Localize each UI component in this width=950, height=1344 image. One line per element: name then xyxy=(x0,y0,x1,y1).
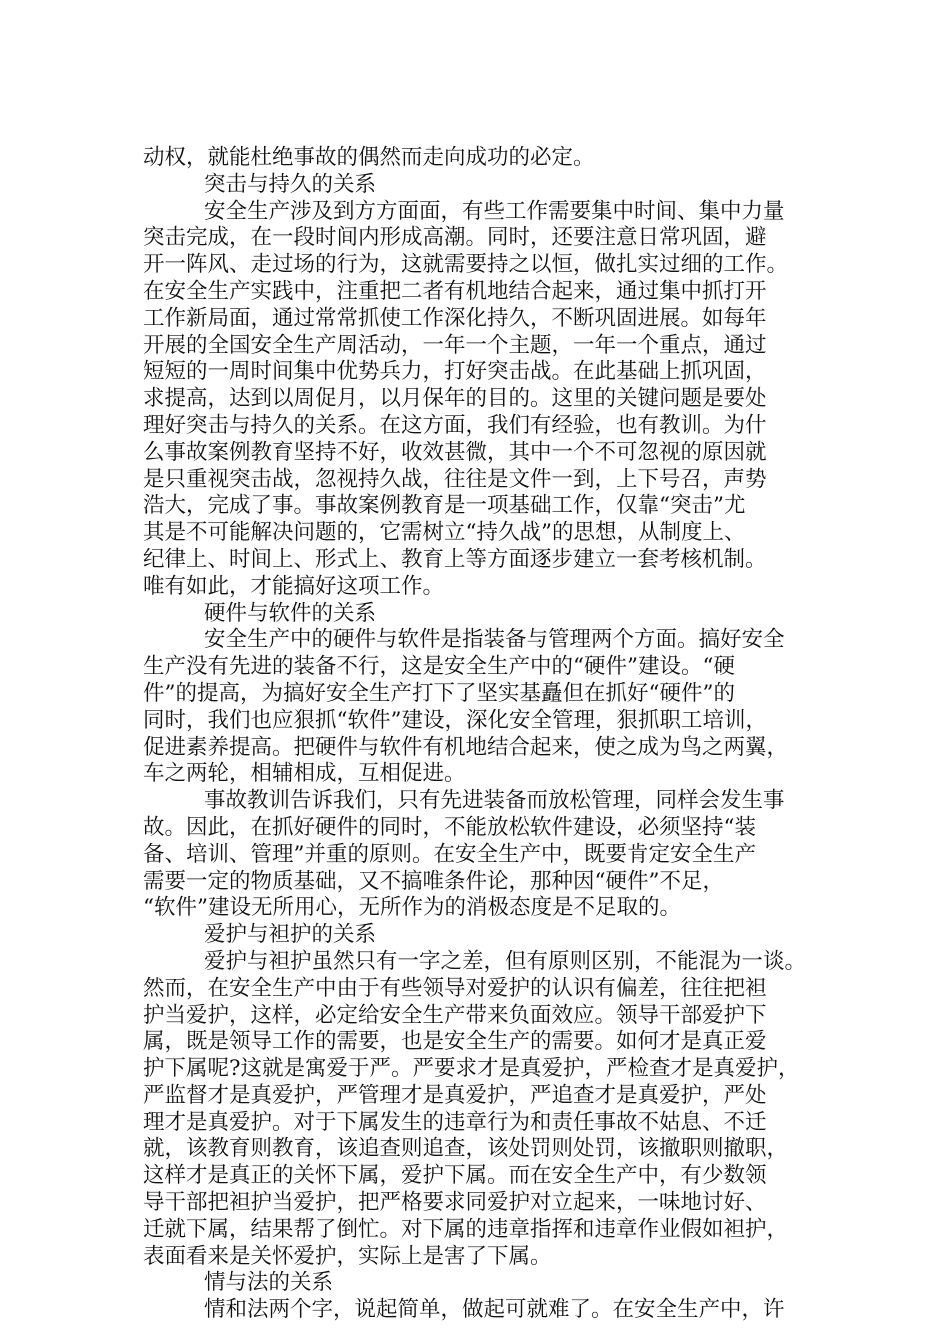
text-line: “软件”建设无所用心，无所作为的消极态度是不足取的。 xyxy=(143,895,681,921)
text-line: 其是不可能解决问题的，它需树立“持久战”的思想，从制度上、 xyxy=(143,520,746,546)
section-heading: 硬件与软件的关系 xyxy=(204,600,377,626)
text-line: 同时，我们也应狠抓“软件”建设，深化安全管理，狠抓职工培训， xyxy=(143,707,767,733)
text-line: 理好突击与持久的关系。在这方面，我们有经验，也有教训。为什 xyxy=(143,412,767,438)
text-line: 情和法两个字，说起简单，做起可就难了。在安全生产中，许 xyxy=(204,1297,785,1323)
text-line: 短短的一周时间集中优势兵力，打好突击战。在此基础上抓巩固， xyxy=(143,359,767,385)
text-line: 开一阵风、走过场的行为，这就需要持之以恒，做扎实过细的工作。 xyxy=(143,252,789,278)
section-heading: 爱护与袒护的关系 xyxy=(204,922,377,948)
text-line: 爱护与袒护虽然只有一字之差，但有原则区别，不能混为一谈。 xyxy=(204,948,807,974)
text-line: 促进素养提高。把硬件与软件有机地结合起来，使之成为鸟之两翼， xyxy=(143,734,789,760)
text-line: 需要一定的物质基础，又不搞唯条件论，那种因“硬件”不足， xyxy=(143,868,724,894)
text-line: 表面看来是关怀爱护，实际上是害了下属。 xyxy=(143,1243,552,1269)
text-line: 护当爱护，这样，必定给安全生产带来负面效应。领导干部爱护下 xyxy=(143,1002,767,1028)
text-line: 件”的提高，为搞好安全生产打下了坚实基矗但在抓好“硬件”的 xyxy=(143,680,735,706)
text-line: 安全生产涉及到方方面面，有些工作需要集中时间、集中力量 xyxy=(204,198,785,224)
text-line: 是只重视突击战，忽视持久战，往往是文件一到，上下号召，声势 xyxy=(143,466,767,492)
text-line: 护下属呢?这就是寓爱于严。严要求才是真爱护，严检查才是真爱护， xyxy=(143,1056,800,1082)
section-heading: 情与法的关系 xyxy=(204,1270,334,1296)
text-line: 生产没有先进的装备不行，这是安全生产中的“硬件”建设。“硬 xyxy=(143,654,735,680)
text-line: 么事故案例教育坚持不好，收效甚微，其中一个不可忽视的原因就 xyxy=(143,439,767,465)
text-line: 就，该教育则教育，该追查则追查，该处罚则处罚，该撤职则撤职， xyxy=(143,1136,789,1162)
text-line: 导干部把袒护当爱护，把严格要求同爱护对立起来，一味地讨好、 xyxy=(143,1190,767,1216)
text-line: 动权，就能杜绝事故的偶然而走向成功的必定。 xyxy=(143,145,595,170)
text-line: 工作新局面，通过常常抓使工作深化持久，不断巩固进展。如每年 xyxy=(143,305,767,331)
text-line: 备、培训、管理”并重的原则。在安全生产中，既要肯定安全生产 xyxy=(143,841,756,867)
text-line: 故。因此，在抓好硬件的同时，不能放松软件建设，必须坚持“装 xyxy=(143,814,756,840)
text-line: 这样才是真正的关怀下属，爱护下属。而在安全生产中，有少数领 xyxy=(143,1163,767,1189)
text-line: 事故教训告诉我们，只有先进装备而放松管理，同样会发生事 xyxy=(204,788,785,814)
text-line: 然而，在安全生产中由于有些领导对爱护的认识有偏差，往往把袒 xyxy=(143,975,767,1001)
section-heading: 突击与持久的关系 xyxy=(204,171,377,197)
text-line: 浩大，完成了事。事故案例教育是一项基础工作，仅靠“突击”尤 xyxy=(143,493,746,519)
text-line: 安全生产中的硬件与软件是指装备与管理两个方面。搞好安全 xyxy=(204,627,785,653)
text-line: 迁就下属，结果帮了倒忙。对下属的违章指挥和违章作业假如袒护， xyxy=(143,1216,789,1242)
text-line: 车之两轮，相辅相成，互相促进。 xyxy=(143,761,466,787)
text-line: 严监督才是真爱护，严管理才是真爱护，严追查才是真爱护，严处 xyxy=(143,1082,767,1108)
text-line: 理才是真爱护。对于下属发生的违章行为和责任事故不姑息、不迁 xyxy=(143,1109,767,1135)
text-line: 唯有如此，才能搞好这项工作。 xyxy=(143,573,445,599)
text-line: 属，既是领导工作的需要，也是安全生产的需要。如何才是真正爱 xyxy=(143,1029,767,1055)
text-line: 纪律上、时间上、形式上、教育上等方面逐步建立一套考核机制。 xyxy=(143,546,767,572)
text-line: 突击完成，在一段时间内形成高潮。同时，还要注意日常巩固，避 xyxy=(143,225,767,251)
text-line: 在安全生产实践中，注重把二者有机地结合起来，通过集中抓打开 xyxy=(143,278,767,304)
text-line: 开展的全国安全生产周活动，一年一个主题，一年一个重点，通过 xyxy=(143,332,767,358)
text-line: 求提高，达到以周促月，以月保年的目的。这里的关键问题是要处 xyxy=(143,386,767,412)
document-page xyxy=(143,145,823,1324)
